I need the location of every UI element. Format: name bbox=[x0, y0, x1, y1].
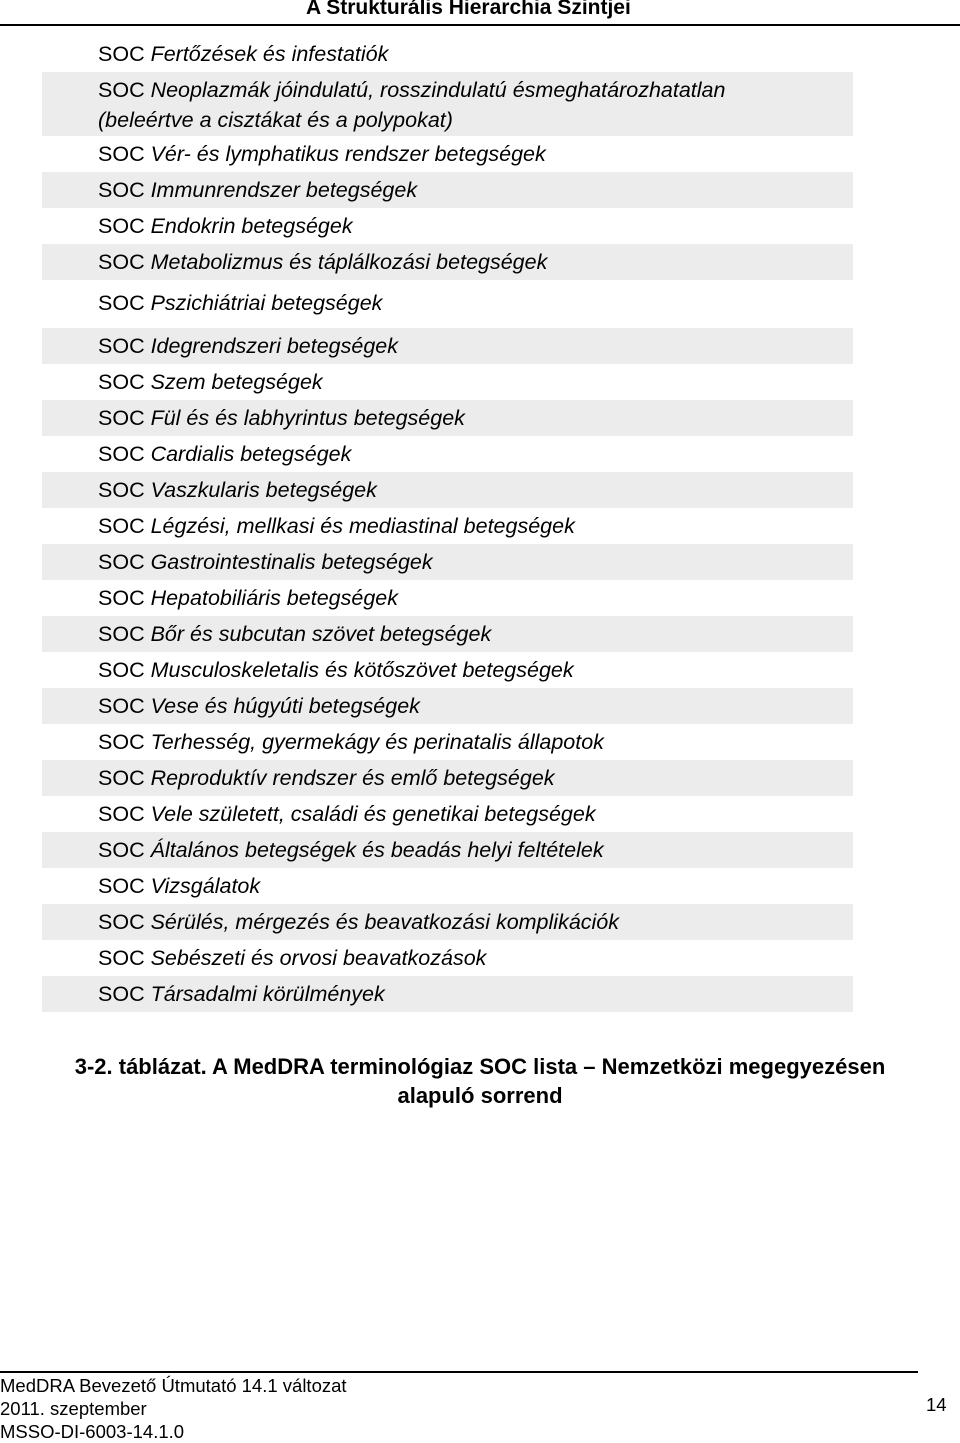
soc-name: Sérülés, mérgezés és beavatkozási komplikációk bbox=[150, 910, 620, 934]
soc-row-text bbox=[98, 331, 398, 361]
soc-prefix: SOC bbox=[98, 514, 145, 538]
soc-row-text bbox=[98, 619, 491, 649]
soc-row-text bbox=[98, 655, 574, 685]
soc-name: Idegrendszeri betegségek bbox=[150, 334, 398, 358]
soc-row-text bbox=[98, 871, 260, 901]
soc-row-text bbox=[98, 799, 596, 829]
soc-prefix: SOC bbox=[98, 910, 145, 934]
soc-name: Sebészeti és orvosi beavatkozások bbox=[150, 946, 487, 970]
soc-row-text bbox=[98, 139, 546, 169]
soc-prefix: SOC bbox=[98, 730, 145, 754]
page-header-title: A Strukturális Hierarchia Szintjei bbox=[306, 0, 631, 19]
soc-row bbox=[42, 724, 853, 760]
soc-row-text bbox=[98, 211, 353, 241]
soc-prefix: SOC bbox=[98, 334, 145, 358]
soc-row-text bbox=[98, 511, 575, 541]
soc-prefix: SOC bbox=[98, 370, 145, 394]
soc-name: Metabolizmus és táplálkozási betegségek bbox=[150, 250, 548, 274]
soc-name: Pszichiátriai betegségek bbox=[150, 291, 383, 315]
soc-row-text bbox=[98, 763, 555, 793]
soc-row-text bbox=[98, 943, 486, 973]
soc-name: Cardialis betegségek bbox=[150, 442, 352, 466]
soc-row-text bbox=[98, 367, 323, 397]
soc-name: Vér- és lymphatikus rendszer betegségek bbox=[150, 142, 546, 166]
footer-divider bbox=[0, 1371, 918, 1373]
soc-name: Társadalmi körülmények bbox=[150, 982, 385, 1006]
soc-prefix: SOC bbox=[98, 250, 145, 274]
soc-row-text bbox=[98, 691, 420, 721]
soc-row-text bbox=[98, 583, 398, 613]
soc-name: Immunrendszer betegségek bbox=[150, 178, 418, 202]
soc-name: Neoplazmák jóindulatú, rosszindulatú ésmeghatározhatatlan bbox=[150, 78, 726, 102]
soc-row-text bbox=[98, 175, 417, 205]
soc-name: Musculoskeletalis és kötőszövet betegségek bbox=[150, 658, 574, 682]
soc-name: Szem betegségek bbox=[150, 370, 323, 394]
soc-row-text bbox=[98, 75, 725, 105]
soc-name: Fül és és labhyrintus betegségek bbox=[150, 406, 465, 430]
soc-row bbox=[42, 172, 853, 208]
soc-row bbox=[42, 72, 853, 136]
soc-row bbox=[42, 400, 853, 436]
soc-row-text bbox=[98, 475, 377, 505]
caption-line-1: 3-2. táblázat. A MedDRA terminológiaz SOC lista – Nemzetközi megegyezésen bbox=[74, 1054, 886, 1079]
footer-date: 2011. szeptember bbox=[0, 1398, 147, 1419]
soc-prefix: SOC bbox=[98, 694, 145, 718]
soc-name: Gastrointestinalis betegségek bbox=[150, 550, 433, 574]
soc-row bbox=[42, 328, 853, 364]
soc-prefix: SOC bbox=[98, 214, 145, 238]
soc-prefix: SOC bbox=[98, 406, 145, 430]
footer-document-title: MedDRA Bevezető Útmutató 14.1 változat bbox=[0, 1375, 347, 1396]
soc-row-text bbox=[98, 907, 619, 937]
soc-row-text bbox=[98, 835, 604, 865]
soc-row bbox=[42, 136, 853, 172]
soc-row bbox=[42, 760, 853, 796]
soc-prefix: SOC bbox=[98, 178, 145, 202]
soc-row bbox=[42, 580, 853, 616]
soc-row-text bbox=[98, 979, 385, 1009]
table-caption bbox=[0, 1052, 960, 1110]
soc-prefix: SOC bbox=[98, 586, 145, 610]
soc-row bbox=[42, 544, 853, 580]
soc-name: Reproduktív rendszer és emlő betegségek bbox=[150, 766, 555, 790]
soc-prefix: SOC bbox=[98, 550, 145, 574]
soc-row bbox=[42, 508, 853, 544]
soc-row bbox=[42, 976, 853, 1012]
soc-row bbox=[42, 832, 853, 868]
page-number: 14 bbox=[926, 1394, 947, 1415]
soc-row-text bbox=[98, 727, 604, 757]
soc-row-text bbox=[98, 39, 388, 69]
soc-row bbox=[42, 36, 853, 72]
soc-prefix: SOC bbox=[98, 78, 145, 102]
soc-name: Légzési, mellkasi és mediastinal betegségek bbox=[150, 514, 575, 538]
soc-prefix: SOC bbox=[98, 478, 145, 502]
soc-row-text bbox=[98, 288, 382, 318]
soc-name-continuation: (beleértve a cisztákat és a polypokat) bbox=[98, 108, 453, 132]
soc-row bbox=[42, 616, 853, 652]
soc-row bbox=[42, 208, 853, 244]
soc-name: Fertőzések és infestatiók bbox=[150, 42, 389, 66]
soc-prefix: SOC bbox=[98, 42, 145, 66]
caption-line-2: alapuló sorrend bbox=[397, 1083, 563, 1108]
soc-prefix: SOC bbox=[98, 291, 145, 315]
soc-name: Bőr és subcutan szövet betegségek bbox=[150, 622, 492, 646]
soc-row bbox=[42, 940, 853, 976]
soc-name: Terhesség, gyermekágy és perinatalis állapotok bbox=[150, 730, 604, 754]
soc-name: Vese és húgyúti betegségek bbox=[150, 694, 420, 718]
soc-row bbox=[42, 796, 853, 832]
soc-prefix: SOC bbox=[98, 622, 145, 646]
soc-row-text bbox=[98, 439, 351, 469]
soc-row-text bbox=[98, 547, 433, 577]
soc-name: Vele született, családi és genetikai betegségek bbox=[150, 802, 596, 826]
soc-prefix: SOC bbox=[98, 946, 145, 970]
soc-row bbox=[42, 364, 853, 400]
soc-prefix: SOC bbox=[98, 982, 145, 1006]
soc-prefix: SOC bbox=[98, 658, 145, 682]
soc-prefix: SOC bbox=[98, 838, 145, 862]
soc-row bbox=[42, 436, 853, 472]
header-divider bbox=[0, 24, 960, 26]
soc-row bbox=[42, 244, 853, 280]
soc-row bbox=[42, 868, 853, 904]
soc-name: Endokrin betegségek bbox=[150, 214, 353, 238]
soc-row bbox=[42, 904, 853, 940]
soc-prefix: SOC bbox=[98, 142, 145, 166]
soc-prefix: SOC bbox=[98, 802, 145, 826]
soc-row-text bbox=[98, 403, 465, 433]
soc-row-text bbox=[98, 247, 547, 277]
soc-prefix: SOC bbox=[98, 766, 145, 790]
soc-row bbox=[42, 688, 853, 724]
soc-name: Hepatobiliáris betegségek bbox=[150, 586, 398, 610]
soc-name: Vaszkularis betegségek bbox=[150, 478, 377, 502]
soc-row bbox=[42, 652, 853, 688]
soc-name: Általános betegségek és beadás helyi feltételek bbox=[150, 838, 604, 862]
footer-document-id: MSSO-DI-6003-14.1.0 bbox=[0, 1421, 185, 1442]
soc-row bbox=[42, 472, 853, 508]
soc-prefix: SOC bbox=[98, 442, 145, 466]
soc-name: Vizsgálatok bbox=[150, 874, 261, 898]
soc-row bbox=[42, 280, 853, 328]
soc-prefix: SOC bbox=[98, 874, 145, 898]
